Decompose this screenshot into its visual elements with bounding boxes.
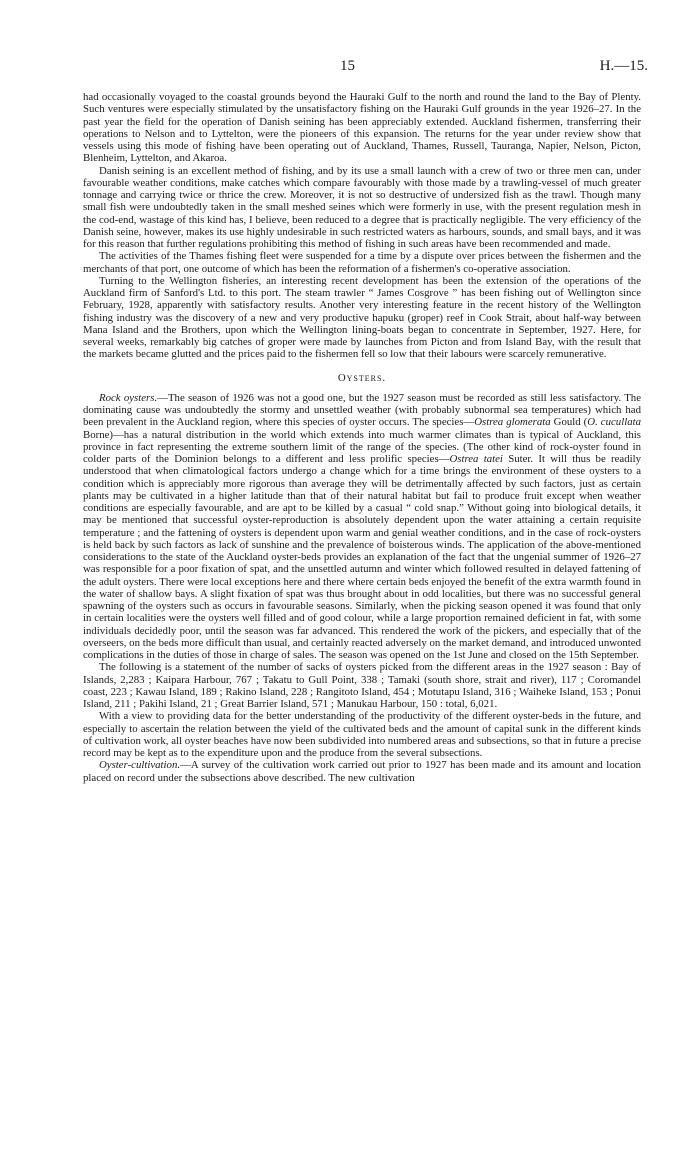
species-ostrea-tatei: Ostrea tatei: [449, 453, 503, 465]
rock-oysters-text-4: Suter. It will thus be readily understood that when climatological factors undergo a change which for a time brings the environment of these oysters to a condition which is appreciably more rigorous than average they will be detrimentally affected by such factors, just as certain plants may be cultivated in a higher latitude than that of their natural habitat but fail to produce fruit except when weather conditions are especially favourable, and are apt to be killed by a casual “ cold snap.” Without going into biological details, it may be mentioned that successful oyster-reproduction is absolutely dependent upon the water attaining a certain requisite temperature ; and the fattening of oysters is dependent upon warm and genial weather conditions, and in the case of rock-oysters is held back by such factors as lack of sunshine and the prevalence of boisterous winds. The application of the above-mentioned considerations to the state of the Auckland oyster-beds provides an explanation of the fact that the ungenial summer of 1926–27 was responsible for a poor fixation of spat, and the unsettled autumn and winter which followed resulted in delayed fattening of the adult oysters. There were local exceptions here and there where certain beds enjoyed the benefit of the extra warmth found in the water of shallow bays. A slight fixation of spat was thus brought about in odd localities, but there was no successful general spawning of the oysters such as occurs in favourable seasons. Similarly, when the picking season opened it was found that only in certain localities were the oysters well filled and of good colour, while a large proportion remained deficient in fat, with some individuals decidedly poor, until the season was far advanced. This rendered the work of the pickers, and especially that of the overseers, on the beds more difficult than usual, and certainly reacted adversely on the market demand, and introduced unwonted complications in the duties of those in charge of sales. The season was opened on the 1st June and closed on the 15th September.: [83, 453, 641, 661]
paragraph-thames-fleet: The activities of the Thames fishing fleet were suspended for a time by a dispute over prices between the fishermen and the merchants of that port, one outcome of which has been the reformation of a fishermen's co-operative association.: [83, 250, 641, 275]
species-ostrea-glomerata: Ostrea glomerata: [474, 416, 551, 429]
paragraph-sacks-statement: The following is a statement of the number of sacks of oysters picked from the different areas in the 1927 season : Bay of Islands, 2,283 ; Kaipara Harbour, 767 ; Takatu to Gull Point, 338 ; Tamaki (south shore, strait and river), 117 ; Coromandel coast, 223 ; Kawau Island, 189 ; Rakino Island, 228 ; Rangitoto Island, 454 ; Motutapu Island, 316 ; Waiheke Island, 153 ; Ponui Island, 211 ; Pakihi Island, 21 ; Great Barrier Island, 571 ; Manukau Harbour, 150 : total, 6,021.: [83, 661, 641, 710]
oyster-cultivation-lead: Oyster-cultivation.: [99, 759, 181, 772]
section-heading-oysters: Oysters.: [337, 371, 387, 384]
page-body: [83, 91, 641, 784]
page-header: [0, 58, 700, 82]
paragraph-rock-oysters: [83, 392, 641, 662]
paragraph-productivity-data: With a view to providing data for the better understanding of the productivity of the different oyster-beds in the future, and especially to ascertain the relation between the yield of the cultivated beds and the amount of capital sunk in the different kinds of cultivation work, all oyster beaches have now been subdivided into numbered areas and subsections, so that in future a precise record may be kept as to the expenditure upon and the produce from the several subsections.: [83, 710, 641, 759]
rock-oysters-text-2: Gould (: [550, 416, 588, 429]
page-number: 15: [340, 58, 355, 74]
oyster-cultivation-text: —A survey of the cultivation work carried out prior to 1927 has been made and its amount and location placed on record under the subsections above described. The new cultivation: [83, 759, 641, 784]
rock-oysters-lead: Rock oysters.: [99, 391, 158, 404]
document-reference: H.—15.: [599, 58, 648, 74]
rock-oysters-text-3: Borne)—has a natural distribution in the world which extends into much warmer climates than is typical of Auckland, this province in fact representing the extreme southern limit of the range of the species. (The other kind of rock-oyster found in colder parts of the Dominion belongs to a different and less prolific species—: [83, 428, 641, 465]
paragraph-wellington-fisheries: Turning to the Wellington fisheries, an interesting recent development has been the extension of the operations of the Auckland firm of Sanford's Ltd. to this port. The steam trawler “ James Cosgrove ” has been fishing out of Wellington since February, 1928, apparently with satisfactory results. Another very interesting feature in the recent history of the Wellington fishing industry was the discovery of a new and very productive hapuku (groper) reef in Cook Strait, about half-way between Mana Island and the Brothers, upon which the Wellington lining-boats began to concentrate in September, 1927. Here, for several weeks, remarkably big catches of groper were made by launches from Picton and from Island Bay, with the result that the markets became glutted and the prices paid to the fishermen fell so low that their labours were scarcely remunerative.: [83, 274, 641, 361]
paragraph-danish-seining-method: Danish seining is an excellent method of fishing, and by its use a small launch with a crew of two or three men can, under favourable weather conditions, make catches which compare favourably with those made by a trawling-vessel of much greater tonnage and carrying twice or thrice the crew. Moreover, it is not so destructive of undersized fish as the trawl. Though many small fish were undoubtedly taken in the small meshed seines which were formerly in use, with the present regulation mesh in the cod-end, wastage of this kind has, I believe, been reduced to a degree that is practically negligible. The very efficiency of the Danish seine, however, makes its use highly undesirable in such restricted waters as harbours, sounds, and small bays, and it was for this reason that further regulations prohibiting this method of fishing in such areas have been recommended and made.: [83, 164, 641, 250]
species-o-cucullata: O. cucullata: [587, 416, 641, 429]
rock-oysters-text-1: —The season of 1926 was not a good one, but the 1927 season must be recorded as still less satisfactory. The dominating cause was undoubtedly the stormy and unsettled weather (with probably subnormal sea temperatures) which had been prevalent in the Auckland region, where this species of oyster occurs. The species—: [83, 391, 641, 429]
paragraph-oyster-cultivation: [83, 759, 641, 784]
paragraph-danish-seining-intro: had occasionally voyaged to the coastal grounds beyond the Hauraki Gulf to the north and round the land to the Bay of Plenty. Such ventures were especially stimulated by the unsatisfactory fishing on the Hauraki Gulf grounds in the year 1926–27. In the past year the field for the operation of Danish seining has been appreciably extended. Auckland fishermen, transferring their operations to Nelson and to Lyttelton, were the pioneers of this expansion. The returns for the year under review show that vessels using this mode of fishing have been operating out of Auckland, Thames, Russell, Tauranga, Napier, Nelson, Picton, Blenheim, Lyttelton, and Akaroa.: [83, 91, 641, 165]
